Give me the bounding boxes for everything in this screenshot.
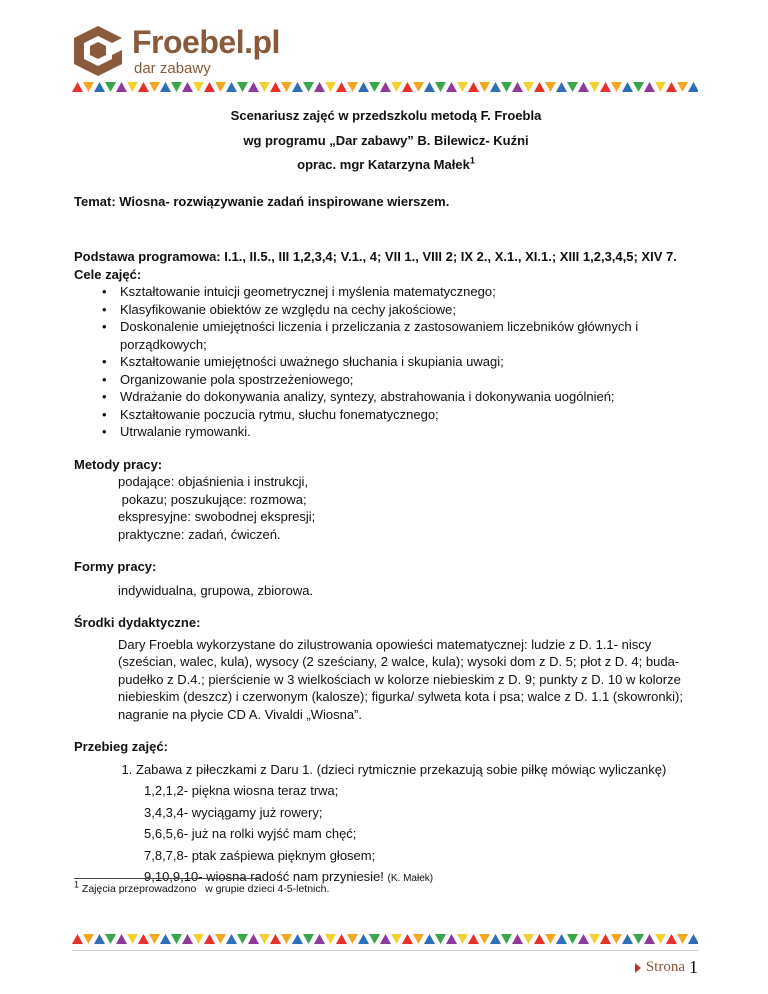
stripe-triangle xyxy=(303,82,314,92)
course-steps xyxy=(74,761,698,779)
stripe-triangle xyxy=(149,82,160,92)
goal-item: • Kształtowanie umiejętności uważnego słuchania i skupiania uwagi; xyxy=(120,353,698,371)
stripe-triangle xyxy=(391,82,402,92)
stripe-triangle xyxy=(94,934,105,944)
method-line: praktyczne: zadań, ćwiczeń. xyxy=(118,526,281,542)
stripe-triangle xyxy=(578,934,589,944)
footnote-text: Zajęcia przeprowadzono w grupie dzieci 4-5-letnich. xyxy=(79,883,330,895)
stripe-triangle xyxy=(105,934,116,944)
stripe-triangle xyxy=(589,82,600,92)
stripe-triangle xyxy=(644,934,655,944)
stripe-triangle xyxy=(292,934,303,944)
stripe-triangle xyxy=(94,82,105,92)
top-triangle-stripe xyxy=(72,82,698,92)
stripe-triangle xyxy=(314,934,325,944)
page-number xyxy=(635,957,698,978)
stripe-triangle xyxy=(622,934,633,944)
stripe-triangle xyxy=(501,82,512,92)
poem-line: 1,2,1,2- piękna wiosna teraz trwa; xyxy=(144,783,339,798)
stripe-triangle xyxy=(270,934,281,944)
stripe-triangle xyxy=(600,82,611,92)
stripe-triangle xyxy=(622,82,633,92)
topic-line xyxy=(74,193,698,211)
document-header xyxy=(74,107,698,174)
basis-value: I.1., II.5., III 1,2,3,4; V.1., 4; VII 1., VIII 2; IX 2., X.1., XI.1.; XIII 1,2,3,4,5; XIV 7. xyxy=(224,249,677,264)
stripe-triangle xyxy=(138,934,149,944)
stripe-triangle xyxy=(226,934,237,944)
stripe-triangle xyxy=(666,82,677,92)
goal-item: • Utrwalanie rymowanki. xyxy=(120,423,698,441)
stripe-triangle xyxy=(204,82,215,92)
stripe-triangle xyxy=(347,934,358,944)
topic-value: Wiosna- rozwiązywanie zadań inspirowane wierszem. xyxy=(119,194,450,209)
course-label: Przebieg zajęć: xyxy=(74,739,168,754)
goal-item: • Klasyfikowanie obiektów ze względu na cechy jakościowe; xyxy=(120,301,698,319)
stripe-triangle xyxy=(215,934,226,944)
stripe-triangle xyxy=(347,82,358,92)
stripe-triangle xyxy=(611,934,622,944)
stripe-triangle xyxy=(512,934,523,944)
stripe-triangle xyxy=(369,934,380,944)
stripe-triangle xyxy=(391,934,402,944)
froebel-logo[interactable] xyxy=(72,24,280,78)
stripe-triangle xyxy=(600,934,611,944)
stripe-triangle xyxy=(435,934,446,944)
stripe-triangle xyxy=(116,82,127,92)
basis-line xyxy=(74,248,698,266)
means-value: Dary Froebla wykorzystane do zilustrowania opowieści matematycznej: ludzie z D. 1.1- niscy (sześcian, walec, kula), wysocy (2 sześciany, 2 walce, kula); wysoki dom z D. 5; płot z D. 4; buda-pudełko z D.4.; pierścienie w 3 wielkościach w kolorze niebieskim z D. 9; punkty z D. 10 w kolorze niebieskim (deszcz) i czerwonym (kalosze); figurka/ sylweta kota i psa; walce z D. 1.1 (skowronki); nagranie na płycie CD A. Vivaldi „Wiosna”. xyxy=(118,636,683,722)
stripe-triangle xyxy=(457,82,468,92)
footnote xyxy=(74,878,698,895)
method-line: pokazu; poszukujące: rozmowa; xyxy=(118,491,307,507)
logo-title: Froebel.pl xyxy=(132,24,280,60)
stripe-triangle xyxy=(567,82,578,92)
stripe-triangle xyxy=(105,82,116,92)
stripe-triangle xyxy=(314,82,325,92)
stripe-triangle xyxy=(589,934,600,944)
footnote-rule xyxy=(74,878,260,879)
triangle-marker-icon xyxy=(635,963,641,973)
stripe-triangle xyxy=(468,82,479,92)
footer-rule xyxy=(72,950,698,951)
stripe-triangle xyxy=(193,934,204,944)
footnote-ref[interactable]: 1 xyxy=(469,155,475,166)
stripe-triangle xyxy=(457,934,468,944)
stripe-triangle xyxy=(523,934,534,944)
stripe-triangle xyxy=(325,82,336,92)
poem-line: 9,10,9,10- wiosna radość nam przyniesie! xyxy=(144,869,384,884)
stripe-triangle xyxy=(215,82,226,92)
stripe-triangle xyxy=(534,82,545,92)
course-step-1-text: Zabawa z piłeczkami z Daru 1. (dzieci rytmicznie przekazują sobie piłkę mówiąc wyliczankę) xyxy=(136,761,667,777)
stripe-triangle xyxy=(193,82,204,92)
stripe-triangle xyxy=(523,82,534,92)
stripe-triangle xyxy=(182,82,193,92)
stripe-triangle xyxy=(380,82,391,92)
stripe-triangle xyxy=(281,82,292,92)
page-number-value: 1 xyxy=(689,957,698,977)
stripe-triangle xyxy=(435,82,446,92)
footnote-mark: 1 xyxy=(74,879,80,890)
stripe-triangle xyxy=(336,82,347,92)
stripe-triangle xyxy=(182,934,193,944)
stripe-triangle xyxy=(556,82,567,92)
stripe-triangle xyxy=(358,934,369,944)
stripe-triangle xyxy=(248,934,259,944)
header-line-2: wg programu „Dar zabawy” B. Bilewicz- Kuźni xyxy=(243,132,529,148)
stripe-triangle xyxy=(424,82,435,92)
stripe-triangle xyxy=(72,82,83,92)
stripe-triangle xyxy=(226,82,237,92)
stripe-triangle xyxy=(259,934,270,944)
means-label: Środki dydaktyczne: xyxy=(74,615,201,630)
stripe-triangle xyxy=(292,82,303,92)
stripe-triangle xyxy=(127,82,138,92)
poem-line: 7,8,7,8- ptak zaśpiewa pięknym głosem; xyxy=(144,847,376,863)
goal-item: • Wdrażanie do dokonywania analizy, syntezy, abstrahowania i dokonywania uogólnień; xyxy=(120,388,698,406)
stripe-triangle xyxy=(666,934,677,944)
poem-line: 5,6,5,6- już na rolki wyjść mam chęć; xyxy=(144,826,357,841)
goal-item: • Organizowanie pola spostrzeżeniowego; xyxy=(120,371,698,389)
stripe-triangle xyxy=(479,82,490,92)
stripe-triangle xyxy=(259,82,270,92)
stripe-triangle xyxy=(446,934,457,944)
stripe-triangle xyxy=(204,934,215,944)
method-line: ekspresyjne: swobodnej ekspresji; xyxy=(118,509,316,524)
stripe-triangle xyxy=(578,82,589,92)
bottom-triangle-stripe xyxy=(72,934,698,944)
stripe-triangle xyxy=(325,934,336,944)
stripe-triangle xyxy=(160,82,171,92)
stripe-triangle xyxy=(655,82,666,92)
stripe-triangle xyxy=(413,82,424,92)
cube-logo-icon xyxy=(72,24,124,78)
stripe-triangle xyxy=(512,82,523,92)
method-line: podające: objaśnienia i instrukcji, xyxy=(118,474,309,489)
course-step-1 xyxy=(136,761,698,779)
stripe-triangle xyxy=(380,934,391,944)
basis-label: Podstawa programowa: xyxy=(74,249,221,264)
stripe-triangle xyxy=(413,934,424,944)
stripe-triangle xyxy=(677,934,688,944)
goal-item: • Doskonalenie umiejętności liczenia i przeliczania z zastosowaniem liczebników głównych i porządkowych; xyxy=(120,318,698,353)
stripe-triangle xyxy=(424,934,435,944)
stripe-triangle xyxy=(83,934,94,944)
stripe-triangle xyxy=(237,82,248,92)
stripe-triangle xyxy=(490,934,501,944)
stripe-triangle xyxy=(270,82,281,92)
stripe-triangle xyxy=(545,934,556,944)
stripe-triangle xyxy=(490,82,501,92)
stripe-triangle xyxy=(501,934,512,944)
stripe-triangle xyxy=(303,934,314,944)
author-text: oprac. mgr Katarzyna Małek xyxy=(297,157,470,172)
goals-label: Cele zajęć: xyxy=(74,266,142,282)
stripe-triangle xyxy=(72,934,83,944)
stripe-triangle xyxy=(688,934,698,944)
stripe-triangle xyxy=(149,934,160,944)
goals-list xyxy=(74,283,698,441)
page-label: Strona xyxy=(645,959,685,975)
stripe-triangle xyxy=(567,934,578,944)
stripe-triangle xyxy=(127,934,138,944)
stripe-triangle xyxy=(336,934,347,944)
content-body xyxy=(74,248,698,888)
stripe-triangle xyxy=(402,934,413,944)
forms-value: indywidualna, grupowa, zbiorowa. xyxy=(118,582,314,598)
stripe-triangle xyxy=(281,934,292,944)
stripe-triangle xyxy=(116,934,127,944)
stripe-triangle xyxy=(369,82,380,92)
header-line-1: Scenariusz zajęć w przedszkolu metodą F. Froebla xyxy=(230,108,542,123)
stripe-triangle xyxy=(633,82,644,92)
stripe-triangle xyxy=(677,82,688,92)
stripe-triangle xyxy=(83,82,94,92)
logo-tagline: dar zabawy xyxy=(134,60,211,77)
methods-list xyxy=(74,473,698,543)
goal-item: • Kształtowanie poczucia rytmu, słuchu fonematycznego; xyxy=(120,406,698,424)
stripe-triangle xyxy=(138,82,149,92)
stripe-triangle xyxy=(248,82,259,92)
stripe-triangle xyxy=(402,82,413,92)
methods-label: Metody pracy: xyxy=(74,456,163,472)
stripe-triangle xyxy=(171,934,182,944)
stripe-triangle xyxy=(358,82,369,92)
stripe-triangle xyxy=(160,934,171,944)
stripe-triangle xyxy=(468,934,479,944)
stripe-triangle xyxy=(545,82,556,92)
counting-rhyme xyxy=(74,782,698,888)
stripe-triangle xyxy=(237,934,248,944)
goal-item: • Kształtowanie intuicji geometrycznej i myślenia matematycznego; xyxy=(120,283,698,301)
forms-label: Formy pracy: xyxy=(74,559,157,574)
stripe-triangle xyxy=(171,82,182,92)
stripe-triangle xyxy=(611,82,622,92)
poem-line: 3,4,3,4- wyciągamy już rowery; xyxy=(144,804,323,820)
stripe-triangle xyxy=(644,82,655,92)
stripe-triangle xyxy=(479,934,490,944)
stripe-triangle xyxy=(655,934,666,944)
topic-label: Temat: xyxy=(74,194,116,209)
stripe-triangle xyxy=(534,934,545,944)
stripe-triangle xyxy=(633,934,644,944)
stripe-triangle xyxy=(446,82,457,92)
header-line-3 xyxy=(74,156,698,174)
stripe-triangle xyxy=(556,934,567,944)
poem-author: (K. Małek) xyxy=(387,873,434,884)
stripe-triangle xyxy=(688,82,698,92)
